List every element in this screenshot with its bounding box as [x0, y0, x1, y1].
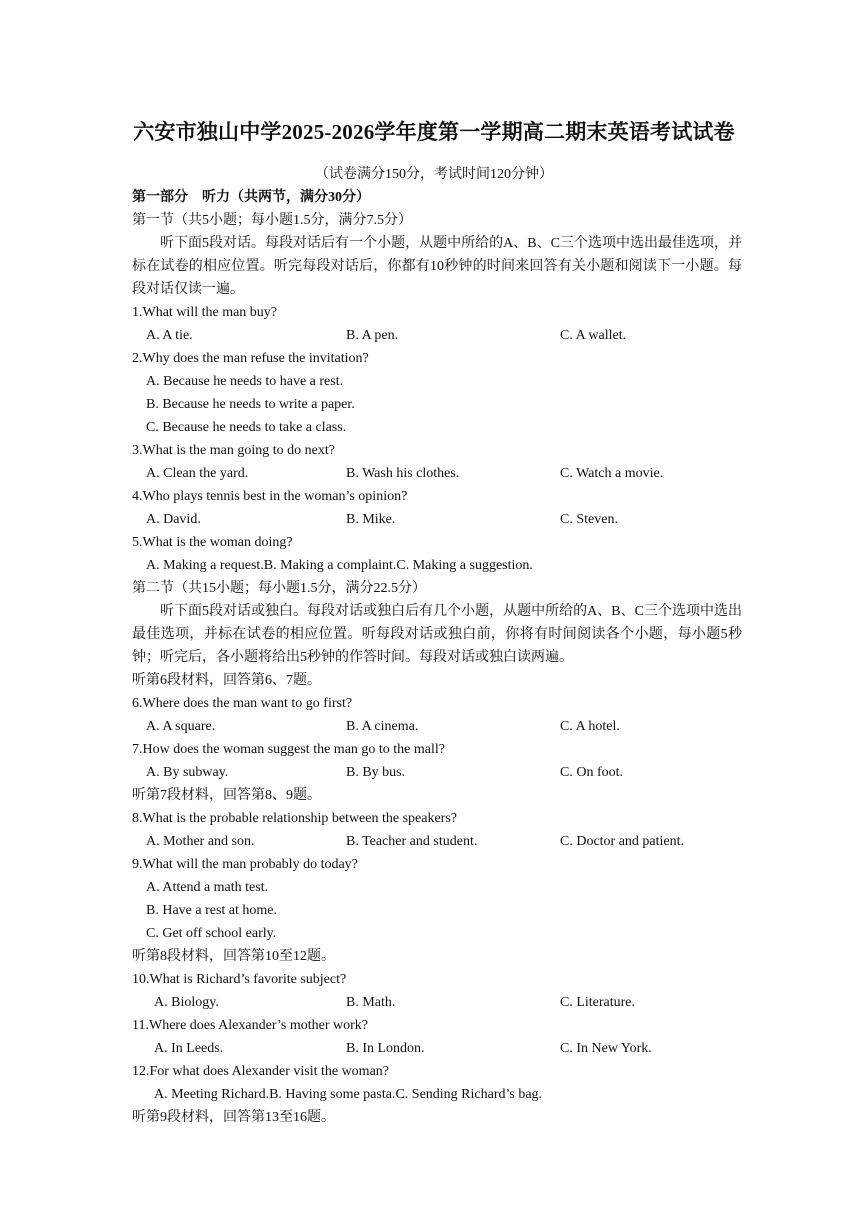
q3-stem: 3.What is the man going to do next?	[132, 443, 335, 458]
q2-stem: 2.Why does the man refuse the invitation?	[132, 351, 369, 366]
q10-stem: 10.What is Richard’s favorite subject?	[132, 972, 347, 987]
q5-options: A. Making a request.B. Making a complaint.C. Making a suggestion.	[146, 558, 533, 573]
q11-option-b: B. In London.	[346, 1041, 425, 1056]
q8-options	[132, 830, 742, 853]
q1-option-c: C. A wallet.	[560, 328, 627, 343]
q11-option-c: C. In New York.	[560, 1041, 652, 1056]
q7-option-c: C. On foot.	[560, 765, 623, 780]
q8-option-a: A. Mother and son.	[146, 834, 255, 849]
q3-option-b: B. Wash his clothes.	[346, 466, 460, 481]
q4-option-a: A. David.	[146, 512, 201, 527]
q9-option-a: A. Attend a math test.	[146, 880, 269, 895]
q6-option-c: C. A hotel.	[560, 719, 620, 734]
section2-instructions-text: 听下面5段对话或独白。每段对话或独白后有几个小题，从题中所给的A、B、C三个选项中选出最佳选项，并标在试卷的相应位置。听每段对话或独白前，你将有时间阅读各个小题，每小题5秒钟；听完后，各小题将给出5秒钟的作答时间。每段对话或独白读两遍。	[132, 604, 742, 665]
q11-option-a: A. In Leeds.	[154, 1041, 224, 1056]
q3-option-c: C. Watch a movie.	[560, 466, 664, 481]
q2-option-b: B. Because he needs to write a paper.	[146, 397, 355, 412]
q4-options	[132, 508, 742, 531]
q9-stem: 9.What will the man probably do today?	[132, 857, 358, 872]
exam-subtitle: （试卷满分150分，考试时间120分钟）	[315, 167, 553, 182]
q2-option-c: C. Because he needs to take a class.	[146, 420, 347, 435]
section1-instructions	[132, 232, 742, 301]
section2-instructions	[132, 600, 742, 669]
q9-option-b: B. Have a rest at home.	[146, 903, 278, 918]
part1-heading: 第一部分 听力（共两节，满分30分）	[132, 190, 370, 205]
q3-options	[132, 462, 742, 485]
q1-option-b: B. A pen.	[346, 328, 399, 343]
q4-option-b: B. Mike.	[346, 512, 396, 527]
q11-options	[132, 1037, 742, 1060]
q8-option-b: B. Teacher and student.	[346, 834, 478, 849]
section1-heading: 第一节（共5小题；每小题1.5分，满分7.5分）	[132, 213, 412, 228]
q9-option-c: C. Get off school early.	[146, 926, 277, 941]
q10-option-c: C. Literature.	[560, 995, 636, 1010]
q6-stem: 6.Where does the man want to go first?	[132, 696, 353, 711]
listen6: 听第6段材料，回答第6、7题。	[132, 673, 321, 688]
q10-option-b: B. Math.	[346, 995, 396, 1010]
listen8: 听第8段材料，回答第10至12题。	[132, 949, 335, 964]
exam-title: 六安市独山中学2025-2026学年度第一学期高二期末英语考试试卷	[133, 120, 735, 144]
q7-stem: 7.How does the woman suggest the man go to the mall?	[132, 742, 445, 757]
q5-stem: 5.What is the woman doing?	[132, 535, 293, 550]
q1-stem: 1.What will the man buy?	[132, 305, 278, 320]
q6-option-b: B. A cinema.	[346, 719, 419, 734]
section2-heading: 第二节（共15小题；每小题1.5分，满分22.5分）	[132, 581, 426, 596]
q6-options	[132, 715, 742, 738]
q7-option-a: A. By subway.	[146, 765, 229, 780]
q11-stem: 11.Where does Alexander’s mother work?	[132, 1018, 368, 1033]
q3-option-a: A. Clean the yard.	[146, 466, 249, 481]
q12-stem: 12.For what does Alexander visit the woman?	[132, 1064, 390, 1079]
section1-instructions-text: 听下面5段对话。每段对话后有一个小题，从题中所给的A、B、C三个选项中选出最佳选项，并标在试卷的相应位置。听完每段对话后，你都有10秒钟的时间来回答有关小题和阅读下一小题。每段对话仅读一遍。	[132, 236, 742, 297]
listen9: 听第9段材料，回答第13至16题。	[132, 1110, 335, 1125]
q8-option-c: C. Doctor and patient.	[560, 834, 685, 849]
q12-options: A. Meeting Richard.B. Having some pasta.C. Sending Richard’s bag.	[154, 1087, 543, 1102]
exam-content	[132, 186, 742, 1129]
listen7: 听第7段材料，回答第8、9题。	[132, 788, 321, 803]
q6-option-a: A. A square.	[146, 719, 216, 734]
q1-option-a: A. A tie.	[146, 328, 193, 343]
q2-option-a: A. Because he needs to have a rest.	[146, 374, 344, 389]
q7-options	[132, 761, 742, 784]
q7-option-b: B. By bus.	[346, 765, 406, 780]
q4-stem: 4.Who plays tennis best in the woman’s opinion?	[132, 489, 408, 504]
q10-option-a: A. Biology.	[154, 995, 219, 1010]
q4-option-c: C. Steven.	[560, 512, 618, 527]
q10-options	[132, 991, 742, 1014]
q8-stem: 8.What is the probable relationship between the speakers?	[132, 811, 457, 826]
q1-options	[132, 324, 742, 347]
